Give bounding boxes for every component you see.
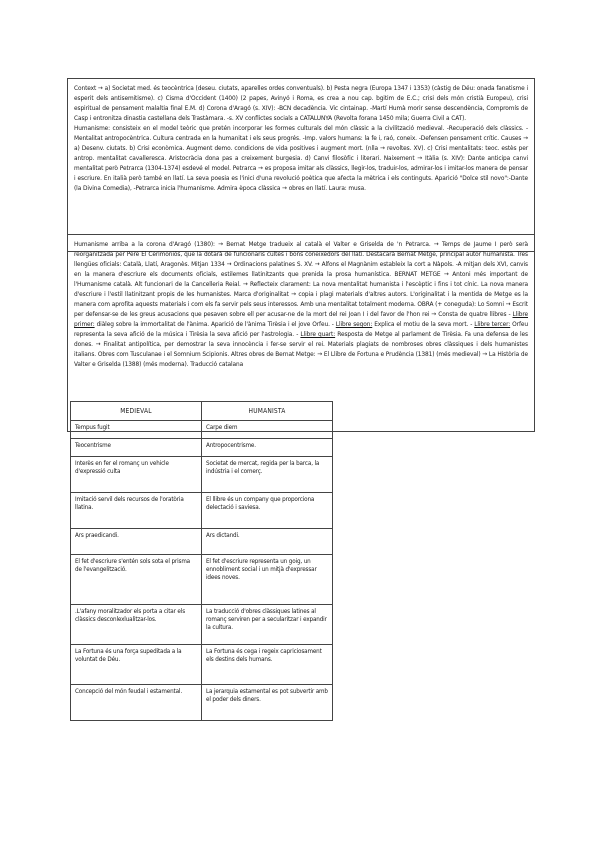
humanist-cell: Ars dictandi. (202, 529, 333, 555)
humanism-text-part-2: diàleg sobre la immortalitat de l'ànima. Aparició de l'ànima Tirèsia i el jove Orfeu. - (94, 320, 336, 328)
table-row (71, 555, 333, 605)
medieval-cell: Imitació servil dels recursos de l'oratòria llatina. (71, 493, 202, 529)
libre-quart-label: Llibre quart: (300, 330, 336, 338)
table-row (71, 457, 333, 493)
medieval-cell: Ars praedicandi. (71, 529, 202, 555)
column-header-humanist: HUMANISTA (202, 402, 333, 421)
table-row (71, 605, 333, 645)
humanism-aragon-paragraph (74, 239, 528, 369)
humanist-cell: Societat de mercat, regida per la barca, la indústria i el comerç. (202, 457, 333, 493)
medieval-cell: Interès en fer el romanç un vehicle d'expressió culta (71, 457, 202, 493)
humanist-cell: El fet d'escriure representa un goig, un ennobliment social i un mitjà d'expressar idees noves. (202, 555, 333, 605)
libre-tercer-label: Llibre tercer: (474, 320, 511, 328)
libre-segon-label: Llibre segon: (335, 320, 373, 328)
humanism-text-part-4: Orfeu representa la seva afició de la música i Tirèsia la seva afició per l'astrologia. - (74, 320, 529, 338)
table-row (71, 493, 333, 529)
context-summary-box (67, 78, 535, 252)
medieval-cell: Concepció del món feudal i estamental. (71, 685, 202, 721)
humanist-cell: Antropocentrisme. (202, 439, 333, 457)
table-row (71, 439, 333, 457)
humanism-text-part-1: Humanisme arriba a la corona d'Aragó (1380): → Bernat Metge tradueix al català el Valter e Griselda de 'n Petrarca. → Temps de Jaume I però serà reorganitzada per Pere El Cerimoniós, que la dotarà de funcionaris cultes i bons coneixedors del llatí. Destacarà Bernat Metge, principal autor humanista. Tres llengües oficials: Català, Llatí, Aragonès. Mitjan 1334 → Ordinacions palatines S. XV. → Alfons el Magnànim estableix la cort a Nàpols. -A mitjan dels XVI, canvis en la manera d'escriure els documents oficials, estilemes llatinitzants que prenida la prosa humanística. BERNAT METGE → Antoni més important de l'Humanisme català. Alt funcionari de la Cancelleria Reial. → Reflecteix clarament: La nova mentalitat humanista i l'escèptic i fins i tot cínic. La nova manera d'escriure i l'estil llatinitzant propis de les humanistes. Marca d'originalitat → copia i plagi materials d'altres autors. L'originalitat i la mentida de Metge es la manera com aprofita aquests materials i com els fa servir pels seus interessos. Amb una mentalitat totalment moderna. OBRA (+ coneguda): Lo Somni → Escrit per defensar-se de les greus acusacions que pesaven sobre ell per acusar-ne de la mort del rei Joan I i del favor de l'hon rei → Consta de quatre llibres - (74, 240, 528, 318)
medieval-humanist-comparison-table (70, 401, 333, 721)
medieval-cell: .L'afany moralitzador els porta a citar els clàssics desconlexlualitzar-los. (71, 605, 202, 645)
medieval-cell: Teocentrisme (71, 439, 202, 457)
libre-primer-label: Llibre primer: (74, 310, 528, 328)
table-row (71, 685, 333, 721)
table-row (71, 645, 333, 685)
humanist-cell: La jerarquia estamental es pot subvertir amb el poder dels diners. (202, 685, 333, 721)
medieval-cell: La Fortuna és una força supeditada a la voluntat de Déu. (71, 645, 202, 685)
humanism-text-part-5: Resposta de Metge al parlament de Tirèsia. Fa una defensa de les dones. → Finalitat antipolítica, per demostrar la seva innocència i fer-se servir el rei. Materials plagiats de nombroses obres clàssiques i dels humanistes italians. Obres com Tusculanae i el Somnium Scipionis. Altres obres de Bernat Metge: → El Llibre de Fortuna e Prudència (1381) (més medieval) → La Història de Valter e Griselda (1388) (més moderna). Traducció catalana (74, 330, 528, 368)
table-row (71, 421, 333, 439)
table-header-row (71, 402, 333, 421)
medieval-cell: El fet d'escriure s'entén sols sota el prisma de l'evangelització. (71, 555, 202, 605)
humanist-cell: Carpe diem (202, 421, 333, 439)
column-header-medieval: MEDIEVAL (71, 402, 202, 421)
humanist-cell: La Fortuna és cega i regeix capriciosament els destins dels humans. (202, 645, 333, 685)
humanist-cell: La traducció d'obres clàssiques latines al romanç serviren per a secularitzar i expandir la cultura. (202, 605, 333, 645)
context-paragraph: Context → a) Societat med. és teocèntrica (deseu. ciutats, aparelles ordes conventuals). b) Pesta negra (Europa 1347 i 1353) (càstig de Déu: onada fanatisme i esperit dels antisemitisme). c) Cisma d'Occident (1400) (2 papes, Avinyó i Roma, es crea a nou cap. bgitim de E.C.; crisi dels món cristià Europeu), crisi espiritual de pensament malaltia final E.M. d) Corona d'Aragó (s. XIV): -BCN decadència. Vic cintainap. -Martí Humà morir sense descendència, Compromís de Casp i entronitza dinastia castellana dels Trastàmara. -s. XV conflictes socials a CATALUNYA (Revolta forana 1450 mila; Guerra Civil a CAT). (74, 84, 528, 122)
medieval-cell: Tempus fugit (71, 421, 202, 439)
table-row (71, 529, 333, 555)
humanism-text-part-3: Explica el motiu de la seva mort. - (372, 320, 475, 328)
humanism-definition-paragraph: Humanisme: consisteix en el model teòric que pretén incorporar les formes culturals del món clàssic a la civilització medieval. -Recuperació dels clàssics. -Mentalitat antropocèntrica. Cultura centrada en la humanitat i els seus progrés. -Imp. valors humans: la fe i, raó, coneix. -Defensen pensament crític. Causes → a) Desenv. ciutats. b) Crisi econòmica. Augment demo. condicions de vida positives i augment mort. (nlla → revoltes. XV). c) Crisi mentalitats: teoc. estès per antrop. mentalitat cavalleresca. Aristocràcia dona pas a creixement burgesia. d) Canvi filosòfic i literari. Naixement → Itàlia (s. XIV): Dante anticipa canvi mentalitat però Petrarca (1304-1374) esdevé el model. Petrarca → es proposa imitar als clàssics, llegir-los, traduir-los, admirar-los i imitar-los manera de pensar i escriure. En italià però també en llatí. La seva poesia es l'inici d'una revolució poètica que afecta la mètrica i els continguts. Aparició "Dolce stil novo":-Dante (la Divina Comedia), -Petrarca inicia l'humanisme. Admira època clàssica → obres en llatí. Laura: musa. (74, 124, 528, 192)
humanist-cell: El llibre és un company que proporciona delectació i saviesa. (202, 493, 333, 529)
